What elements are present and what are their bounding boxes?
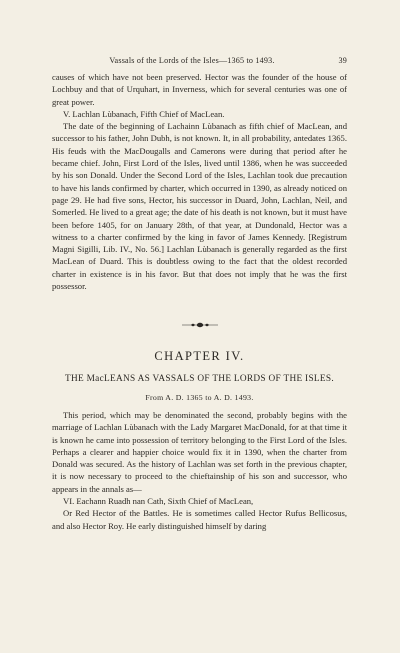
section-heading: V. Lachlan Lùbanach, Fifth Chief of MacLean. [63,108,225,119]
paragraph: causes of which have not been preserved. Hector was the founder of the house of Lochbuy and that of Urquhart, in Inverness, which for several centuries was one of great power. [52,72,347,107]
chapter-heading: CHAPTER IV. [154,349,245,363]
section-heading: VI. Eachann Ruadh nan Cath, Sixth Chief of MacLean, [63,496,254,507]
paragraph: This period, which may be denominated the second, probably begins with the marriage of Lachlan Lùbanach with the Lady Margaret MacDonald, for at that time it is known he came into possession of territory belonging to the First Lord of the Isles. Perhaps a clearer and happier choice would fix it in 1390, when the charter from Donald was secured. As the history of Lachlan was set forth in the previous chapter, it is now necessary to proceed to the chieftainship of his son and successor, who appears in the annals as— [52,410,347,494]
paragraph: The date of the beginning of Lachainn Lùbanach as fifth chief of MacLean, and successor to his father, John Dubh, is not known. It, in all probability, antedates 1365. His feuds with the MacDougalls and Camerons were during that period after he became chief. John, First Lord of the Isles, lived until 1386, when he was succeeded by his son Donald. Under the Second Lord of the Isles, Lachlan took due precaution to have his lands confirmed by charter, which occurred in 1390, as already noticed on page 29. He had five sons, Hector, his successor in Duard, John, Lachlan, Neil, and Somerled. He lived to a great age; the date of his death is not known, but it must have been before 1405, for on January 28th, of that year, at Dundonald, Hector was a witness to a charter confirmed by the king in favor of James Kennedy. [Registrum Magni Sigilli, Lib. IV., No. 56.] Lachlan Lùbanach is generally regarded as the first MacLean of Duard. This is doubtless owing to the fact that the oldest recorded charter in existence is in his favor. But that does not imply that he was the first possessor. [52,121,347,292]
running-head-title: Vassals of the Lords of the Isles—1365 to 1493. [109,56,275,65]
paragraph: Or Red Hector of the Battles. He is sometimes called Hector Rufus Bellicosus, and also Hector Roy. He early distinguished himself by daring [52,508,347,531]
body-text-top [52,71,347,292]
page-number: 39 [338,56,347,65]
chapter-dates: From A. D. 1365 to A. D. 1493. [145,393,254,402]
ornament-divider [180,322,220,328]
chapter-title: THE MacLEANS AS VASSALS OF THE LORDS OF THE ISLES. [65,374,334,384]
body-text-bottom [52,409,347,532]
